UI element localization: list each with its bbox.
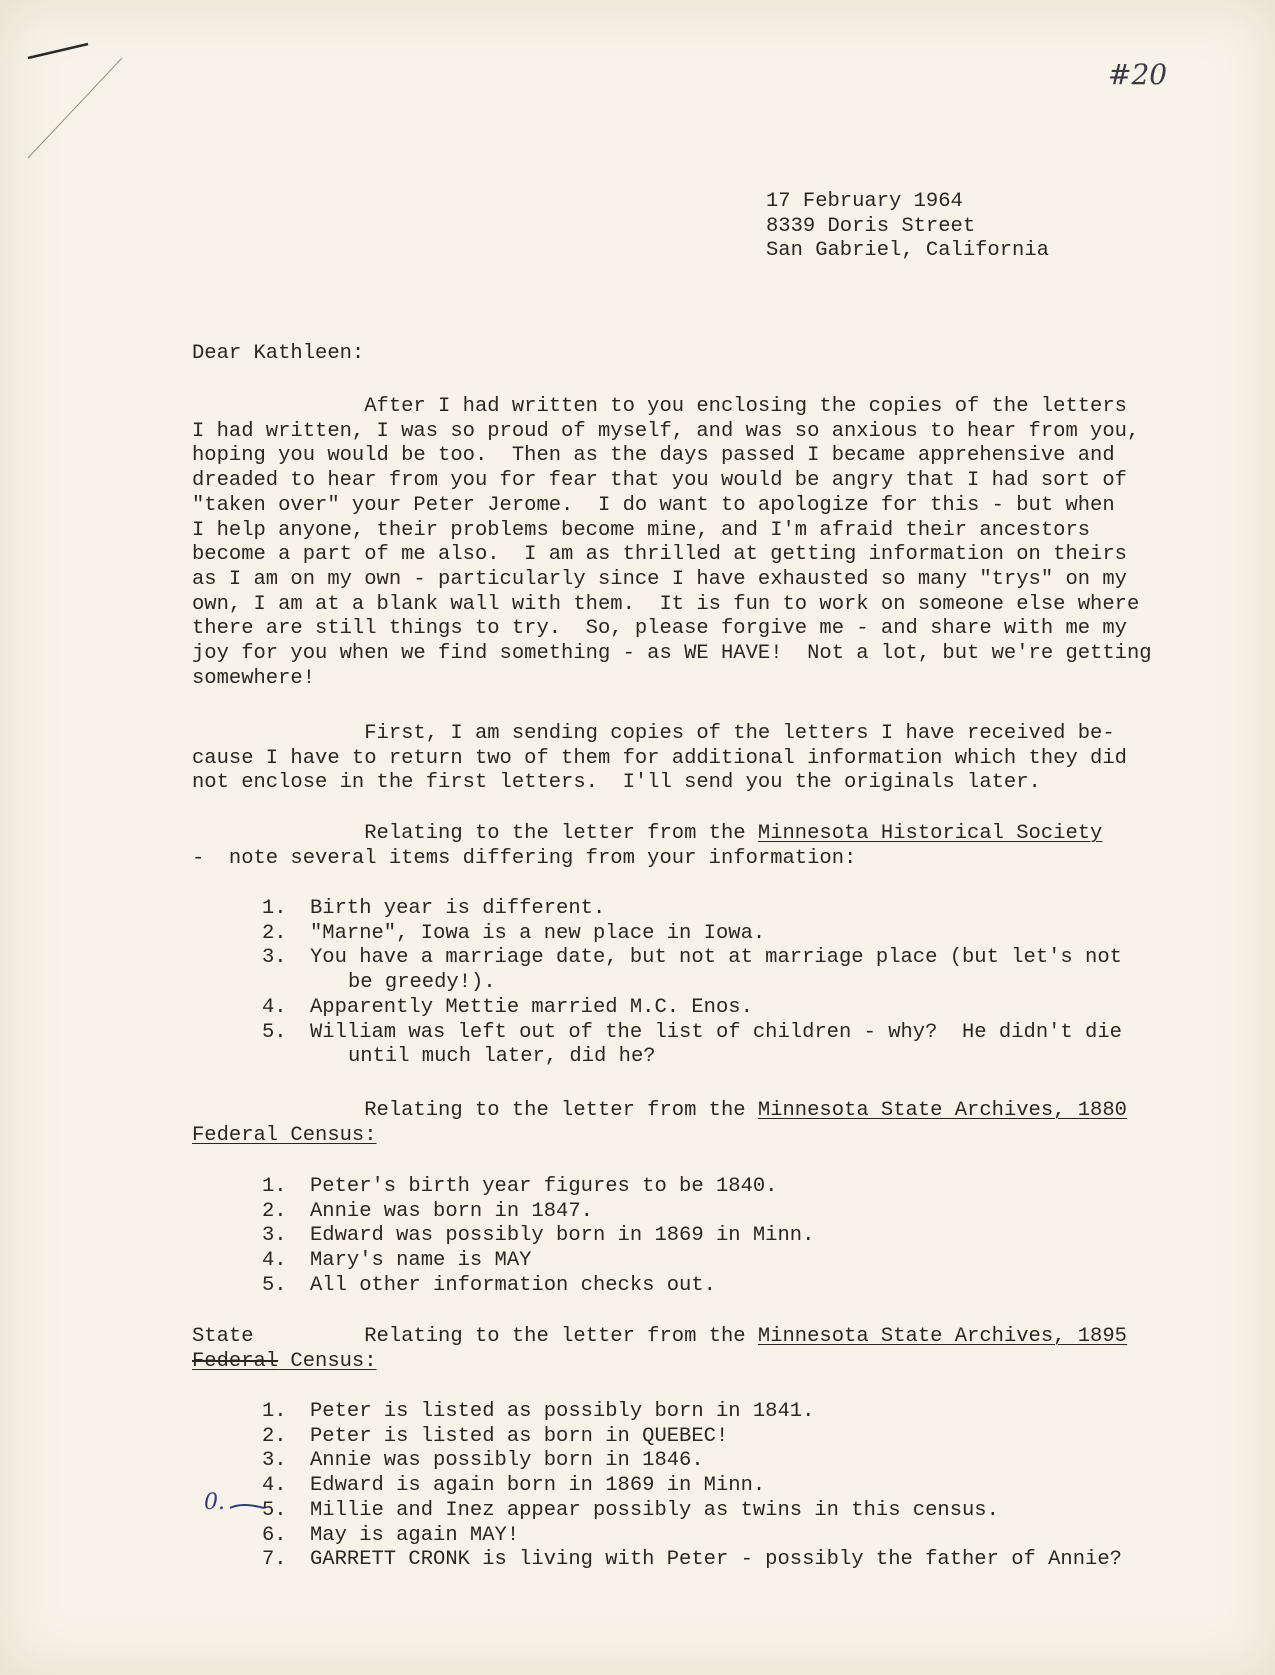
list-item xyxy=(262,1400,1122,1425)
pencil-mark-icon xyxy=(20,30,130,160)
text-line: After I had written to you enclosing the copies of the letters xyxy=(192,395,1127,418)
item-number: 5. xyxy=(262,1273,287,1297)
item-number: 5. xyxy=(262,1498,287,1522)
list-item xyxy=(262,922,1122,947)
item-text: Peter is listed as born in QUEBEC! xyxy=(310,1424,729,1448)
list-item xyxy=(262,1200,814,1225)
item-text: William was left out of the list of children - why? He didn't die xyxy=(310,1020,1122,1044)
section-1-intro xyxy=(192,822,1102,871)
section-3-intro xyxy=(192,1325,1127,1374)
item-number: 3. xyxy=(262,1224,287,1248)
list-item xyxy=(262,1021,1122,1046)
item-number: 6. xyxy=(262,1523,287,1547)
item-text: Birth year is different. xyxy=(310,897,606,920)
paragraph-1 xyxy=(192,395,1152,691)
census-type-correction: State xyxy=(192,1325,254,1348)
text-line: own, I am at a blank wall with them. It is fun to work on someone else where xyxy=(192,592,1140,616)
source-name: Minnesota Historical Society xyxy=(757,822,1103,845)
section-2-line xyxy=(192,1099,1127,1124)
pen-stroke-icon xyxy=(228,1500,268,1514)
item-number: 4. xyxy=(262,1249,287,1273)
item-number: 5. xyxy=(262,1020,287,1044)
item-text: Annie was born in 1847. xyxy=(310,1199,593,1223)
paragraph-2 xyxy=(192,722,1127,796)
item-number: 2. xyxy=(262,1199,287,1223)
letter-date: 17 February 1964 xyxy=(766,190,963,213)
item-text: May is again MAY! xyxy=(310,1523,520,1547)
section-3-subline xyxy=(192,1350,1127,1375)
text-line: I had written, I was so proud of myself, and was so anxious to hear from you, xyxy=(192,419,1140,443)
section-3-list xyxy=(262,1400,1122,1573)
item-number: 3. xyxy=(262,1449,287,1473)
section-2-subline: Federal Census: xyxy=(192,1123,377,1147)
item-text: Peter's birth year figures to be 1840. xyxy=(310,1175,778,1198)
list-item xyxy=(262,897,1122,922)
text-line: "taken over" your Peter Jerome. I do want to apologize for this - but when xyxy=(192,493,1115,517)
text-line: joy for you when we find something - as WE HAVE! Not a lot, but we're getting xyxy=(192,642,1152,666)
item-number: 1. xyxy=(262,897,287,920)
item-continuation: until much later, did he? xyxy=(348,1045,656,1069)
text-line: First, I am sending copies of the letters I have received be- xyxy=(192,722,1115,745)
item-number: 2. xyxy=(262,921,287,945)
item-text: Edward is again born in 1869 in Minn. xyxy=(310,1474,766,1498)
item-text: Mary's name is MAY xyxy=(310,1249,532,1273)
page-number: #20 xyxy=(1108,58,1168,91)
text-line: I help anyone, their problems become mine, and I'm afraid their ancestors xyxy=(192,518,1091,542)
item-number: 1. xyxy=(262,1400,287,1423)
text-line: cause I have to return two of them for additional information which they did xyxy=(192,746,1127,770)
section-3-line xyxy=(192,1325,1127,1350)
text-line: as I am on my own - particularly since I have exhausted so many "trys" on my xyxy=(192,567,1127,591)
item-number: 4. xyxy=(262,1474,287,1498)
text-line: hoping you would be too. Then as the days passed I became apprehensive and xyxy=(192,444,1115,468)
intro-text: Relating to the letter from the xyxy=(192,1099,758,1122)
list-item xyxy=(262,946,1122,971)
list-item xyxy=(262,1499,1122,1524)
item-number: 1. xyxy=(262,1175,287,1198)
list-item xyxy=(262,1474,1122,1499)
intro-text: Relating to the letter from the xyxy=(253,1325,758,1348)
census-label: Census: xyxy=(278,1349,377,1373)
street-address: 8339 Doris Street xyxy=(766,214,976,238)
item-text: All other information checks out. xyxy=(310,1273,716,1297)
item-number: 7. xyxy=(262,1548,287,1572)
margin-pen-mark: 0. xyxy=(204,1490,225,1515)
item-text: Annie was possibly born in 1846. xyxy=(310,1449,704,1473)
section-1-subline: - note several items differing from your information: xyxy=(192,846,857,870)
section-2-list xyxy=(262,1175,814,1299)
section-2-intro xyxy=(192,1099,1127,1148)
source-name: Minnesota State Archives, 1880 xyxy=(757,1099,1127,1122)
text-line: dreaded to hear from you for fear that you would be angry that I had sort of xyxy=(192,469,1127,493)
item-text: "Marne", Iowa is a new place in Iowa. xyxy=(310,921,766,945)
text-line: not enclose in the first letters. I'll send you the originals later. xyxy=(192,771,1041,795)
item-text: Edward was possibly born in 1869 in Minn. xyxy=(310,1224,815,1248)
text-line: somewhere! xyxy=(192,666,316,690)
list-item xyxy=(262,1449,1122,1474)
list-item xyxy=(262,996,1122,1021)
list-item xyxy=(262,1524,1122,1549)
item-continuation: be greedy!). xyxy=(348,971,496,995)
list-item xyxy=(262,1425,1122,1450)
section-1-list xyxy=(262,897,1122,1070)
item-text: You have a marriage date, but not at marriage place (but let's not xyxy=(310,946,1122,970)
intro-text: Relating to the letter from the xyxy=(192,822,758,845)
list-item xyxy=(262,1249,814,1274)
item-text: Millie and Inez appear possibly as twins in this census. xyxy=(310,1498,999,1522)
item-text: Apparently Mettie married M.C. Enos. xyxy=(310,995,753,1019)
item-number: 4. xyxy=(262,995,287,1019)
item-text: GARRETT CRONK is living with Peter - possibly the father of Annie? xyxy=(310,1548,1122,1572)
source-name: Minnesota State Archives, 1895 xyxy=(757,1325,1127,1348)
section-1-line xyxy=(192,822,1102,847)
item-text: Peter is listed as possibly born in 1841. xyxy=(310,1400,815,1423)
letter-heading xyxy=(766,190,1049,264)
item-number: 2. xyxy=(262,1424,287,1448)
list-item xyxy=(262,1548,1122,1573)
text-line: there are still things to try. So, please forgive me - and share with me my xyxy=(192,617,1127,641)
list-item xyxy=(262,1274,814,1299)
city-address: San Gabriel, California xyxy=(766,239,1049,263)
greeting: Dear Kathleen: xyxy=(192,342,365,365)
item-number: 3. xyxy=(262,946,287,970)
list-item xyxy=(262,1224,814,1249)
list-item xyxy=(262,1175,814,1200)
struck-word: Federal xyxy=(192,1349,279,1373)
text-line: become a part of me also. I am as thrilled at getting information on theirs xyxy=(192,543,1127,567)
